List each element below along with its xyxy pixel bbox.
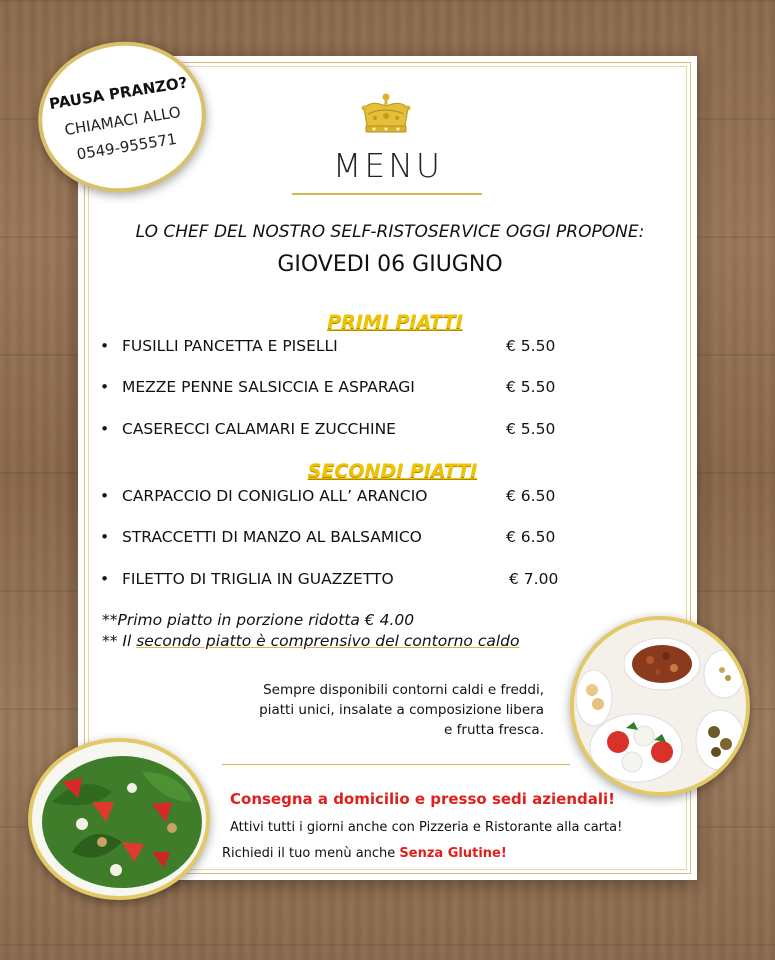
menu-item-name: CASERECCI CALAMARI E ZUCCHINE bbox=[122, 420, 396, 438]
bullet: • bbox=[100, 528, 110, 546]
section-title-secondi: SECONDI PIATTI bbox=[307, 460, 478, 482]
note-primo-reduced: **Primo piatto in porzione ridotta € 4.00 bbox=[102, 611, 415, 629]
menu-item-name: FUSILLI PANCETTA E PISELLI bbox=[122, 337, 338, 355]
bullet: • bbox=[100, 570, 110, 588]
note-underlined: secondo piatto è comprensivo del contorno caldo bbox=[136, 632, 520, 650]
daily-notice: Attivi tutti i giorni anche con Pizzeria e Ristorante alla carta! bbox=[230, 820, 623, 835]
title-divider bbox=[292, 193, 482, 195]
gluten-highlight: Senza Glutine! bbox=[399, 846, 507, 861]
menu-item-name: FILETTO DI TRIGLIA IN GUAZZETTO bbox=[122, 570, 394, 588]
intro-text: LO CHEF DEL NOSTRO SELF-RISTOSERVICE OGGI PROPONE: bbox=[135, 222, 645, 242]
badge-phone: 0549-955571 bbox=[75, 129, 178, 164]
menu-item-price: € 5.50 bbox=[506, 420, 556, 438]
bullet: • bbox=[100, 420, 110, 438]
menu-item-name: MEZZE PENNE SALSICCIA E ASPARAGI bbox=[122, 378, 415, 396]
menu-date: GIOVEDI 06 GIUGNO bbox=[277, 252, 503, 277]
salad-plate-image bbox=[28, 738, 210, 900]
gluten-free-notice bbox=[222, 846, 507, 861]
sides-line-3: e frutta fresca. bbox=[444, 722, 544, 738]
footer-divider bbox=[222, 764, 570, 765]
section-title-primi: PRIMI PIATTI bbox=[327, 311, 463, 333]
menu-item-name: STRACCETTI DI MANZO AL BALSAMICO bbox=[122, 528, 422, 546]
sides-line-2: piatti unici, insalate a composizione libera bbox=[259, 702, 544, 718]
crown-icon bbox=[358, 92, 414, 140]
appetizer-plate-image bbox=[570, 616, 750, 796]
badge-line-2: CHIAMACI ALLO bbox=[63, 102, 182, 140]
menu-item-price: € 5.50 bbox=[506, 337, 556, 355]
bullet: • bbox=[100, 337, 110, 355]
salad-illustration bbox=[32, 742, 206, 896]
menu-item-name: CARPACCIO DI CONIGLIO ALL’ ARANCIO bbox=[122, 487, 428, 505]
bullet: • bbox=[100, 487, 110, 505]
bullet: • bbox=[100, 378, 110, 396]
menu-title: MENU bbox=[332, 146, 444, 185]
menu-item-price: € 6.50 bbox=[506, 528, 556, 546]
note-prefix: ** Il bbox=[102, 632, 137, 650]
sides-line-1: Sempre disponibili contorni caldi e freddi, bbox=[263, 682, 544, 698]
delivery-notice: Consegna a domicilio e presso sedi aziendali! bbox=[230, 790, 615, 808]
menu-item-price: € 6.50 bbox=[506, 487, 556, 505]
menu-item-price: € 7.00 bbox=[509, 570, 559, 588]
badge-line-1: PAUSA PRANZO? bbox=[47, 73, 189, 114]
menu-item-price: € 5.50 bbox=[506, 378, 556, 396]
appetizer-illustration bbox=[574, 620, 746, 792]
gluten-prefix: Richiedi il tuo menù anche bbox=[222, 846, 400, 861]
note-secondo-contorno bbox=[102, 632, 520, 650]
sides-info bbox=[210, 680, 544, 740]
